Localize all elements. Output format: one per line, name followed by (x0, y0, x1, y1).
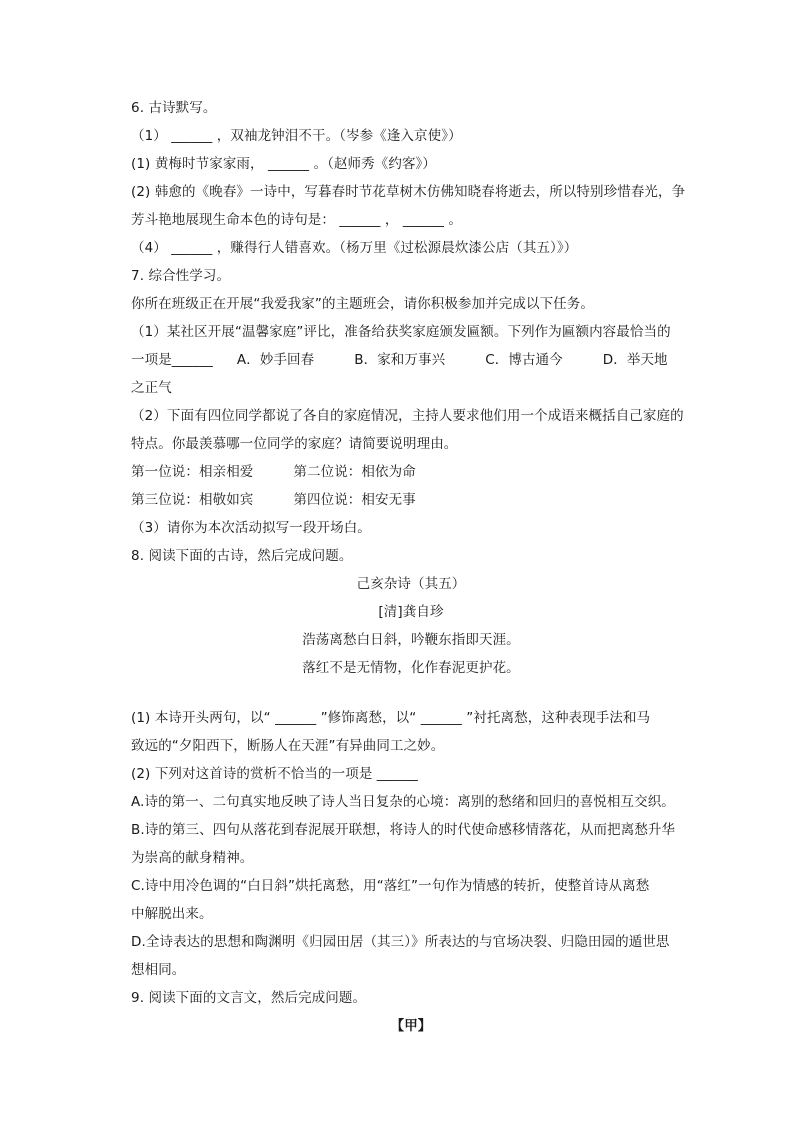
q8-option-b1: B.诗的第三、四句从落花到春泥展开联想，将诗人的时代使命感移情落花，从而把离愁升华 (131, 822, 676, 838)
q9-section-heading: 【甲】 (390, 1018, 432, 1034)
q6-line-1: （1） ______ ，双袖龙钟泪不干。（岑参《逢入京使》） (131, 128, 462, 144)
q8-part2: (2) 下列对这首诗的赏析不恰当的一项是 ______ (131, 766, 418, 782)
speaker-4: 第四位说：相安无事 (293, 492, 416, 508)
poem-line-1: 浩荡离愁白日斜，吟鞭东指即天涯。 (302, 632, 520, 648)
q8-option-d2: 想相同。 (131, 962, 186, 978)
option-d: D．举天地 (602, 352, 668, 368)
q7-speakers-row-1 (131, 458, 691, 486)
q7-part1-options (131, 346, 691, 374)
q7-part1-c: 之正气 (131, 380, 172, 396)
q7-part2-b: 特点。你最羡慕哪一位同学的家庭？请简要说明理由。 (131, 436, 458, 452)
q8-option-a: A.诗的第一、二句真实地反映了诗人当日复杂的心境：离别的愁绪和回归的喜悦相互交织。 (131, 794, 675, 810)
poem-line-2: 落红不是无情物，化作春泥更护花。 (302, 660, 520, 676)
speaker-3: 第三位说：相敬如宾 (131, 492, 254, 508)
q7-speakers-row-2 (131, 486, 691, 514)
speaker-1: 第一位说：相亲相爱 (131, 464, 254, 480)
q8-option-d1: D.全诗表达的思想和陶渊明《归园田居（其三）》所表达的与官场决裂、归隐田园的遁世思 (131, 934, 670, 950)
q8-option-b2: 为崇高的献身精神。 (131, 850, 254, 866)
q8-part1-a: (1) 本诗开头两句，以“ ______ ”修饰离愁，以“ ______ ”衬托离愁，这种表现手法和马 (131, 710, 651, 726)
document-page (131, 94, 691, 1040)
q7-part1-a: （1）某社区开展“温馨家庭”评比，准备给获奖家庭颁发匾额。下列作为匾额内容最恰当的 (131, 324, 671, 340)
q7-part2-a: （2）下面有四位同学都说了各自的家庭情况，主持人要求他们用一个成语来概括自己家庭的 (131, 408, 684, 424)
q9-title: 9. 阅读下面的文言文，然后完成问题。 (131, 990, 367, 1006)
q6-line-3b: 芳斗艳地展现生命本色的诗句是： ______ ， ______ 。 (131, 212, 462, 228)
q7-part1-lead: 一项是______ (131, 352, 213, 368)
q7-title: 7. 综合性学习。 (131, 268, 231, 284)
q6-line-3a: (2) 韩愈的《晚春》一诗中，写暮春时节花草树木仿佛知晓春将逝去，所以特别珍惜春光，争 (131, 184, 686, 200)
spacer (131, 682, 691, 704)
speaker-2: 第二位说：相依为命 (293, 464, 416, 480)
q6-line-2: (1) 黄梅时节家家雨， ______ 。（赵师秀《约客》） (131, 156, 436, 172)
q7-intro: 你所在班级正在开展“我爱我家”的主题班会，请你积极参加并完成以下任务。 (131, 296, 594, 312)
option-b: B．家和万事兴 (354, 352, 446, 368)
poem-title: 己亥杂诗（其五） (356, 576, 466, 592)
q8-option-c2: 中解脱出来。 (131, 906, 213, 922)
q8-option-c1: C.诗中用冷色调的“白日斜”烘托离愁，用“落红”一句作为情感的转折，使整首诗从离愁 (131, 878, 650, 894)
q6-title: 6. 古诗默写。 (131, 100, 217, 116)
q8-title: 8. 阅读下面的古诗，然后完成问题。 (131, 548, 353, 564)
q8-part1-b: 致远的“夕阳西下，断肠人在天涯”有异曲同工之妙。 (131, 738, 445, 754)
option-a: A．妙手回春 (236, 352, 315, 368)
q6-line-4: （4） ______ ，赚得行人错喜欢。（杨万里《过松源晨炊漆公店（其五）》） (131, 240, 578, 256)
q7-part3: （3）请你为本次活动拟写一段开场白。 (131, 520, 371, 536)
option-c: C．博古通今 (485, 352, 563, 368)
poem-author: [清]龚自珍 (378, 604, 444, 620)
